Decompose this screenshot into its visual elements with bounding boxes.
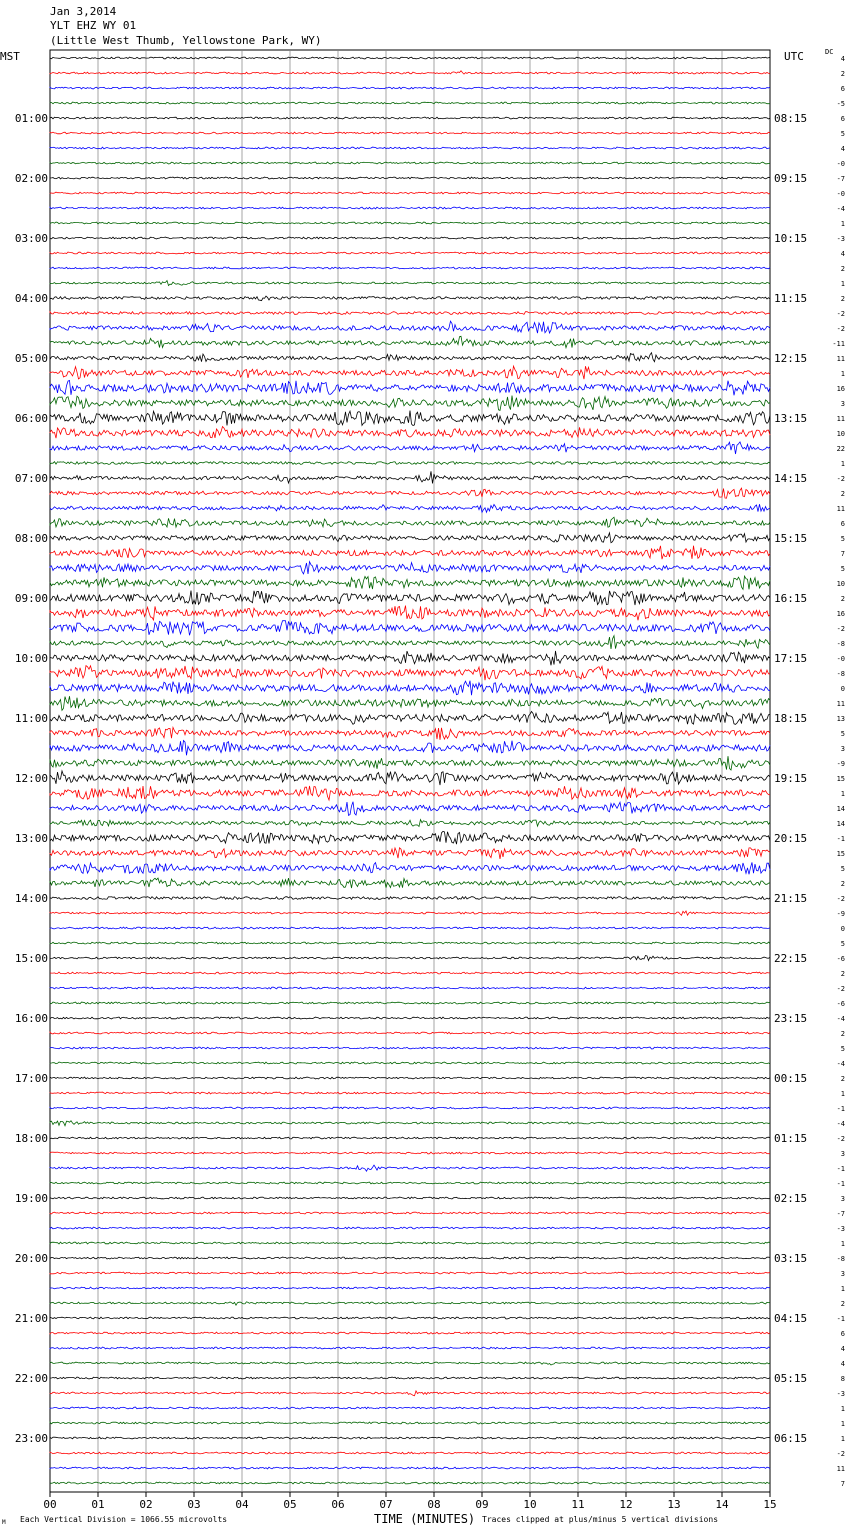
seismic-trace bbox=[50, 1332, 770, 1334]
dc-offset-label: 2 bbox=[840, 70, 845, 78]
dc-offset-label: 2 bbox=[840, 490, 845, 498]
right-hour-label: 05:15 bbox=[774, 1372, 808, 1385]
right-hour-label: 18:15 bbox=[774, 712, 808, 725]
dc-offset-label: 3 bbox=[840, 400, 845, 408]
dc-offset-label: 10 bbox=[836, 430, 845, 438]
seismic-trace bbox=[50, 606, 770, 621]
dc-offset-label: -3 bbox=[836, 1390, 845, 1398]
left-hour-label: 20:00 bbox=[14, 1252, 48, 1265]
seismic-trace bbox=[50, 1002, 770, 1004]
left-hour-label: 01:00 bbox=[14, 112, 48, 125]
dc-offset-label: -0 bbox=[836, 160, 845, 168]
dc-offset-label: 6 bbox=[840, 85, 845, 93]
dc-offset-label: 2 bbox=[840, 265, 845, 273]
seismic-trace bbox=[50, 636, 770, 649]
seismic-trace bbox=[50, 252, 770, 254]
dc-offset-label: 16 bbox=[836, 385, 845, 393]
left-hour-label: 23:00 bbox=[14, 1432, 48, 1445]
right-hour-label: 13:15 bbox=[774, 412, 808, 425]
seismic-trace bbox=[50, 336, 770, 347]
right-timezone-label: UTC bbox=[784, 50, 804, 63]
dc-offset-label: 14 bbox=[836, 820, 845, 828]
right-hour-label: 02:15 bbox=[774, 1192, 808, 1205]
seismic-trace bbox=[50, 462, 770, 465]
left-hour-label: 04:00 bbox=[14, 292, 48, 305]
x-tick-label: 15 bbox=[763, 1498, 777, 1511]
dc-offset-label: 6 bbox=[840, 1330, 845, 1338]
right-hour-label: 03:15 bbox=[774, 1252, 808, 1265]
left-hour-label: 21:00 bbox=[14, 1312, 48, 1325]
x-tick-label: 01 bbox=[91, 1498, 105, 1511]
seismic-trace bbox=[50, 1317, 770, 1319]
dc-offset-label: 3 bbox=[840, 1150, 845, 1158]
dc-offset-label: 13 bbox=[836, 715, 845, 723]
dc-offset-label: -1 bbox=[836, 835, 845, 843]
dc-offset-label: 10 bbox=[836, 580, 845, 588]
right-hour-label: 00:15 bbox=[774, 1072, 808, 1085]
seismic-trace bbox=[50, 1391, 770, 1396]
seismic-trace bbox=[50, 786, 770, 800]
right-hour-label: 22:15 bbox=[774, 952, 808, 965]
dc-offset-label: -8 bbox=[836, 670, 845, 678]
dc-offset-label: -11 bbox=[832, 340, 845, 348]
left-hour-label: 05:00 bbox=[14, 352, 48, 365]
seismic-trace bbox=[50, 71, 770, 74]
right-hour-label: 08:15 bbox=[774, 112, 808, 125]
dc-offset-label: 11 bbox=[836, 505, 845, 513]
seismic-trace bbox=[50, 956, 770, 961]
seismic-trace bbox=[50, 1242, 770, 1244]
seismic-trace bbox=[50, 576, 770, 589]
seismic-trace bbox=[50, 1121, 770, 1126]
dc-offset-label: -1 bbox=[836, 1165, 845, 1173]
dc-offset-label: -2 bbox=[836, 1450, 845, 1458]
dc-offset-label: 1 bbox=[840, 370, 845, 378]
left-hour-label: 22:00 bbox=[14, 1372, 48, 1385]
seismic-trace bbox=[50, 1197, 770, 1199]
dc-offset-label: 15 bbox=[836, 775, 845, 783]
seismic-trace bbox=[50, 651, 770, 665]
x-tick-label: 10 bbox=[523, 1498, 537, 1511]
seismic-trace bbox=[50, 222, 770, 224]
seismic-trace bbox=[50, 562, 770, 574]
seismic-trace bbox=[50, 756, 770, 770]
right-hour-label: 10:15 bbox=[774, 232, 808, 245]
left-hour-label: 17:00 bbox=[14, 1072, 48, 1085]
dc-offset-label: 1 bbox=[840, 1435, 845, 1443]
dc-offset-label: -2 bbox=[836, 310, 845, 318]
dc-offset-label: 3 bbox=[840, 745, 845, 753]
right-hour-label: 21:15 bbox=[774, 892, 808, 905]
dc-offset-label: -2 bbox=[836, 985, 845, 993]
dc-offset-label: 14 bbox=[836, 805, 845, 813]
left-hour-label: 14:00 bbox=[14, 892, 48, 905]
seismic-trace bbox=[50, 442, 770, 454]
x-tick-label: 08 bbox=[427, 1498, 441, 1511]
left-hour-label: 03:00 bbox=[14, 232, 48, 245]
plot-frame bbox=[50, 50, 770, 1492]
seismic-trace bbox=[50, 281, 770, 286]
scale-note: Each Vertical Division = 1066.55 microvolts bbox=[20, 1515, 228, 1524]
dc-offset-label: -9 bbox=[836, 910, 845, 918]
seismic-trace bbox=[50, 1362, 770, 1365]
left-hour-label: 12:00 bbox=[14, 772, 48, 785]
x-tick-label: 11 bbox=[571, 1498, 585, 1511]
right-hour-label: 23:15 bbox=[774, 1012, 808, 1025]
dc-offset-label: 11 bbox=[836, 1465, 845, 1473]
dc-offset-label: 1 bbox=[840, 1420, 845, 1428]
trace-group bbox=[50, 57, 770, 1484]
seismic-trace bbox=[50, 1302, 770, 1305]
right-hour-label: 12:15 bbox=[774, 352, 808, 365]
dc-offset-label: 3 bbox=[840, 1270, 845, 1278]
seismic-trace bbox=[50, 396, 770, 411]
seismic-trace bbox=[50, 972, 770, 974]
seismic-trace bbox=[50, 1017, 770, 1019]
dc-offset-label: 0 bbox=[840, 685, 845, 693]
logo-mark: M bbox=[2, 1519, 6, 1526]
header-date: Jan 3,2014 bbox=[50, 5, 117, 18]
seismic-trace bbox=[50, 57, 770, 59]
dc-offset-label: -4 bbox=[836, 1120, 845, 1128]
seismic-trace bbox=[50, 1047, 770, 1049]
seismic-trace bbox=[50, 1287, 770, 1289]
seismic-trace bbox=[50, 848, 770, 859]
dc-offset-label: 5 bbox=[840, 130, 845, 138]
left-hour-label: 10:00 bbox=[14, 652, 48, 665]
dc-offset-label: 11 bbox=[836, 700, 845, 708]
seismic-trace bbox=[50, 411, 770, 426]
seismic-trace bbox=[50, 911, 770, 915]
dc-offset-label: 1 bbox=[840, 220, 845, 228]
dc-offset-label: -6 bbox=[836, 1000, 845, 1008]
x-tick-label: 04 bbox=[235, 1498, 249, 1511]
seismic-trace bbox=[50, 237, 770, 239]
dc-offset-label: 1 bbox=[840, 1090, 845, 1098]
seismic-trace bbox=[50, 192, 770, 194]
left-hour-label: 13:00 bbox=[14, 832, 48, 845]
seismic-trace bbox=[50, 321, 770, 333]
left-hour-label: 11:00 bbox=[14, 712, 48, 725]
dc-offset-label: 2 bbox=[840, 1300, 845, 1308]
dc-offset-label: 1 bbox=[840, 1240, 845, 1248]
seismic-trace bbox=[50, 712, 770, 725]
seismic-trace bbox=[50, 1182, 770, 1184]
left-hour-label: 02:00 bbox=[14, 172, 48, 185]
seismic-trace bbox=[50, 1165, 770, 1171]
dc-offset-label: 11 bbox=[836, 415, 845, 423]
dc-offset-label: 5 bbox=[840, 565, 845, 573]
left-timezone-label: MST bbox=[0, 50, 20, 63]
dc-offset-label: -7 bbox=[836, 175, 845, 183]
dc-offset-label: 2 bbox=[840, 295, 845, 303]
dc-offset-label: 2 bbox=[840, 880, 845, 888]
left-hour-label: 09:00 bbox=[14, 592, 48, 605]
seismic-trace bbox=[50, 878, 770, 888]
dc-offset-label: 5 bbox=[840, 730, 845, 738]
dc-offset-label: -8 bbox=[836, 1255, 845, 1263]
left-hour-label: 08:00 bbox=[14, 532, 48, 545]
seismic-trace bbox=[50, 820, 770, 827]
right-hour-label: 17:15 bbox=[774, 652, 808, 665]
dc-offset-label: 7 bbox=[840, 1480, 845, 1488]
x-tick-label: 14 bbox=[715, 1498, 729, 1511]
right-hour-label: 19:15 bbox=[774, 772, 808, 785]
seismic-trace bbox=[50, 1272, 770, 1274]
dc-offset-label: 2 bbox=[840, 595, 845, 603]
dc-offset-label: 8 bbox=[840, 1375, 845, 1383]
dc-offset-label: -0 bbox=[836, 190, 845, 198]
seismic-trace bbox=[50, 87, 770, 89]
dc-offset-label: -4 bbox=[836, 1015, 845, 1023]
dc-offset-label: -2 bbox=[836, 475, 845, 483]
dc-offset-label: -1 bbox=[836, 1315, 845, 1323]
dc-offset-label: 5 bbox=[840, 865, 845, 873]
dc-offset-label: -2 bbox=[836, 325, 845, 333]
seismic-trace bbox=[50, 1407, 770, 1409]
seismic-trace bbox=[50, 942, 770, 944]
right-hour-label: 09:15 bbox=[774, 172, 808, 185]
seismic-trace bbox=[50, 381, 770, 396]
seismic-trace bbox=[50, 666, 770, 681]
seismic-trace bbox=[50, 1422, 770, 1424]
seismic-trace bbox=[50, 591, 770, 606]
seismic-trace bbox=[50, 1452, 770, 1454]
seismic-trace bbox=[50, 1227, 770, 1229]
seismic-trace bbox=[50, 504, 770, 512]
dc-offset-label: -4 bbox=[836, 205, 845, 213]
dc-offset-label: 4 bbox=[840, 55, 845, 63]
seismic-trace bbox=[50, 353, 770, 362]
seismic-trace bbox=[50, 741, 770, 756]
dc-offset-label: 11 bbox=[836, 355, 845, 363]
seismic-trace bbox=[50, 533, 770, 543]
x-tick-label: 12 bbox=[619, 1498, 633, 1511]
seismic-trace bbox=[50, 517, 770, 527]
dc-offset-label: -2 bbox=[836, 895, 845, 903]
dc-offset-label: 0 bbox=[840, 925, 845, 933]
seismic-trace bbox=[50, 927, 770, 929]
dc-offset-label: -2 bbox=[836, 625, 845, 633]
dc-offset-label: -0 bbox=[836, 655, 845, 663]
seismic-trace bbox=[50, 147, 770, 149]
x-tick-label: 00 bbox=[43, 1498, 57, 1511]
dc-offset-label: -8 bbox=[836, 640, 845, 648]
dc-offset-label: 6 bbox=[840, 520, 845, 528]
dc-offset-label: -4 bbox=[836, 1060, 845, 1068]
seismic-trace bbox=[50, 1152, 770, 1154]
seismic-trace bbox=[50, 1062, 770, 1064]
left-hour-label: 16:00 bbox=[14, 1012, 48, 1025]
x-tick-label: 09 bbox=[475, 1498, 489, 1511]
dc-offset-label: 2 bbox=[840, 970, 845, 978]
right-hour-label: 06:15 bbox=[774, 1432, 808, 1445]
seismic-trace bbox=[50, 1467, 770, 1469]
x-tick-label: 03 bbox=[187, 1498, 201, 1511]
seismic-trace bbox=[50, 621, 770, 636]
right-hour-label: 15:15 bbox=[774, 532, 808, 545]
dc-offset-label: -1 bbox=[836, 1105, 845, 1113]
seismic-trace bbox=[50, 488, 770, 498]
seismic-trace bbox=[50, 862, 770, 874]
x-tick-label: 13 bbox=[667, 1498, 681, 1511]
seismic-trace bbox=[50, 267, 770, 269]
seismic-trace bbox=[50, 681, 770, 696]
seismic-trace bbox=[50, 897, 770, 900]
x-tick-label: 07 bbox=[379, 1498, 393, 1511]
dc-offset-label: 7 bbox=[840, 550, 845, 558]
left-hour-label: 19:00 bbox=[14, 1192, 48, 1205]
dc-offset-label: -3 bbox=[836, 235, 845, 243]
x-tick-label: 02 bbox=[139, 1498, 153, 1511]
seismic-trace bbox=[50, 546, 770, 560]
right-hour-label: 14:15 bbox=[774, 472, 808, 485]
axis-labels bbox=[15, 55, 845, 1511]
clip-note: Traces clipped at plus/minus 5 vertical divisions bbox=[482, 1515, 719, 1524]
seismic-trace bbox=[50, 471, 770, 483]
dc-offset-label: 22 bbox=[836, 445, 845, 453]
dc-offset-label: -9 bbox=[836, 760, 845, 768]
dc-offset-label: 2 bbox=[840, 1030, 845, 1038]
seismic-trace bbox=[50, 728, 770, 740]
seismic-trace bbox=[50, 312, 770, 315]
seismic-trace bbox=[50, 696, 770, 710]
seismic-trace bbox=[50, 1437, 770, 1439]
seismic-trace bbox=[50, 1212, 770, 1214]
dc-offset-label: 2 bbox=[840, 1075, 845, 1083]
seismic-trace bbox=[50, 1137, 770, 1139]
dc-offset-label: 1 bbox=[840, 460, 845, 468]
seismic-trace bbox=[50, 102, 770, 104]
seismic-trace bbox=[50, 831, 770, 844]
dc-offset-label: 6 bbox=[840, 115, 845, 123]
left-hour-label: 06:00 bbox=[14, 412, 48, 425]
left-hour-label: 18:00 bbox=[14, 1132, 48, 1145]
right-hour-label: 04:15 bbox=[774, 1312, 808, 1325]
header-station: YLT EHZ WY 01 bbox=[50, 19, 137, 32]
dc-offset-label: -7 bbox=[836, 1210, 845, 1218]
dc-offset-label: -2 bbox=[836, 1135, 845, 1143]
left-hour-label: 07:00 bbox=[14, 472, 48, 485]
x-axis-title: TIME (MINUTES) bbox=[374, 1512, 476, 1526]
x-tick-label: 06 bbox=[331, 1498, 345, 1511]
dc-offset-label: 4 bbox=[840, 250, 845, 258]
seismic-trace bbox=[50, 1482, 770, 1484]
dc-offset-label: 5 bbox=[840, 535, 845, 543]
dc-offset-label: 1 bbox=[840, 280, 845, 288]
dc-offset-label: 16 bbox=[836, 610, 845, 618]
header-location: (Little West Thumb, Yellowstone Park, WY) bbox=[50, 34, 322, 47]
dc-offset-label: 1 bbox=[840, 1285, 845, 1293]
seismic-trace bbox=[50, 771, 770, 785]
seismic-trace bbox=[50, 987, 770, 989]
dc-offset-header: DC bbox=[825, 48, 834, 56]
seismic-trace bbox=[50, 1107, 770, 1109]
seismic-trace bbox=[50, 207, 770, 209]
right-hour-label: 01:15 bbox=[774, 1132, 808, 1145]
dc-offset-label: -5 bbox=[836, 100, 845, 108]
dc-offset-label: 4 bbox=[840, 145, 845, 153]
seismic-trace bbox=[50, 117, 770, 119]
seismic-trace bbox=[50, 1347, 770, 1349]
dc-offset-label: -6 bbox=[836, 955, 845, 963]
dc-offset-label: -3 bbox=[836, 1225, 845, 1233]
seismic-trace bbox=[50, 177, 770, 179]
dc-offset-label: 4 bbox=[840, 1360, 845, 1368]
right-hour-label: 16:15 bbox=[774, 592, 808, 605]
right-hour-label: 20:15 bbox=[774, 832, 808, 845]
seismic-trace bbox=[50, 1257, 770, 1259]
dc-offset-label: 4 bbox=[840, 1345, 845, 1353]
dc-offset-label: -1 bbox=[836, 1180, 845, 1188]
seismic-trace bbox=[50, 427, 770, 439]
seismic-trace bbox=[50, 366, 770, 379]
dc-offset-label: 3 bbox=[840, 1195, 845, 1203]
right-hour-label: 11:15 bbox=[774, 292, 808, 305]
dc-offset-label: 1 bbox=[840, 1405, 845, 1413]
seismic-trace bbox=[50, 1077, 770, 1079]
seismic-trace bbox=[50, 162, 770, 164]
seismic-trace bbox=[50, 132, 770, 134]
left-hour-label: 15:00 bbox=[14, 952, 48, 965]
dc-offset-label: 5 bbox=[840, 940, 845, 948]
seismic-trace bbox=[50, 1032, 770, 1034]
dc-offset-label: 1 bbox=[840, 790, 845, 798]
seismic-trace bbox=[50, 1377, 770, 1379]
dc-offset-label: 15 bbox=[836, 850, 845, 858]
seismic-trace bbox=[50, 296, 770, 301]
x-tick-label: 05 bbox=[283, 1498, 297, 1511]
dc-offset-label: 5 bbox=[840, 1045, 845, 1053]
seismic-trace bbox=[50, 802, 770, 816]
seismic-trace bbox=[50, 1092, 770, 1094]
